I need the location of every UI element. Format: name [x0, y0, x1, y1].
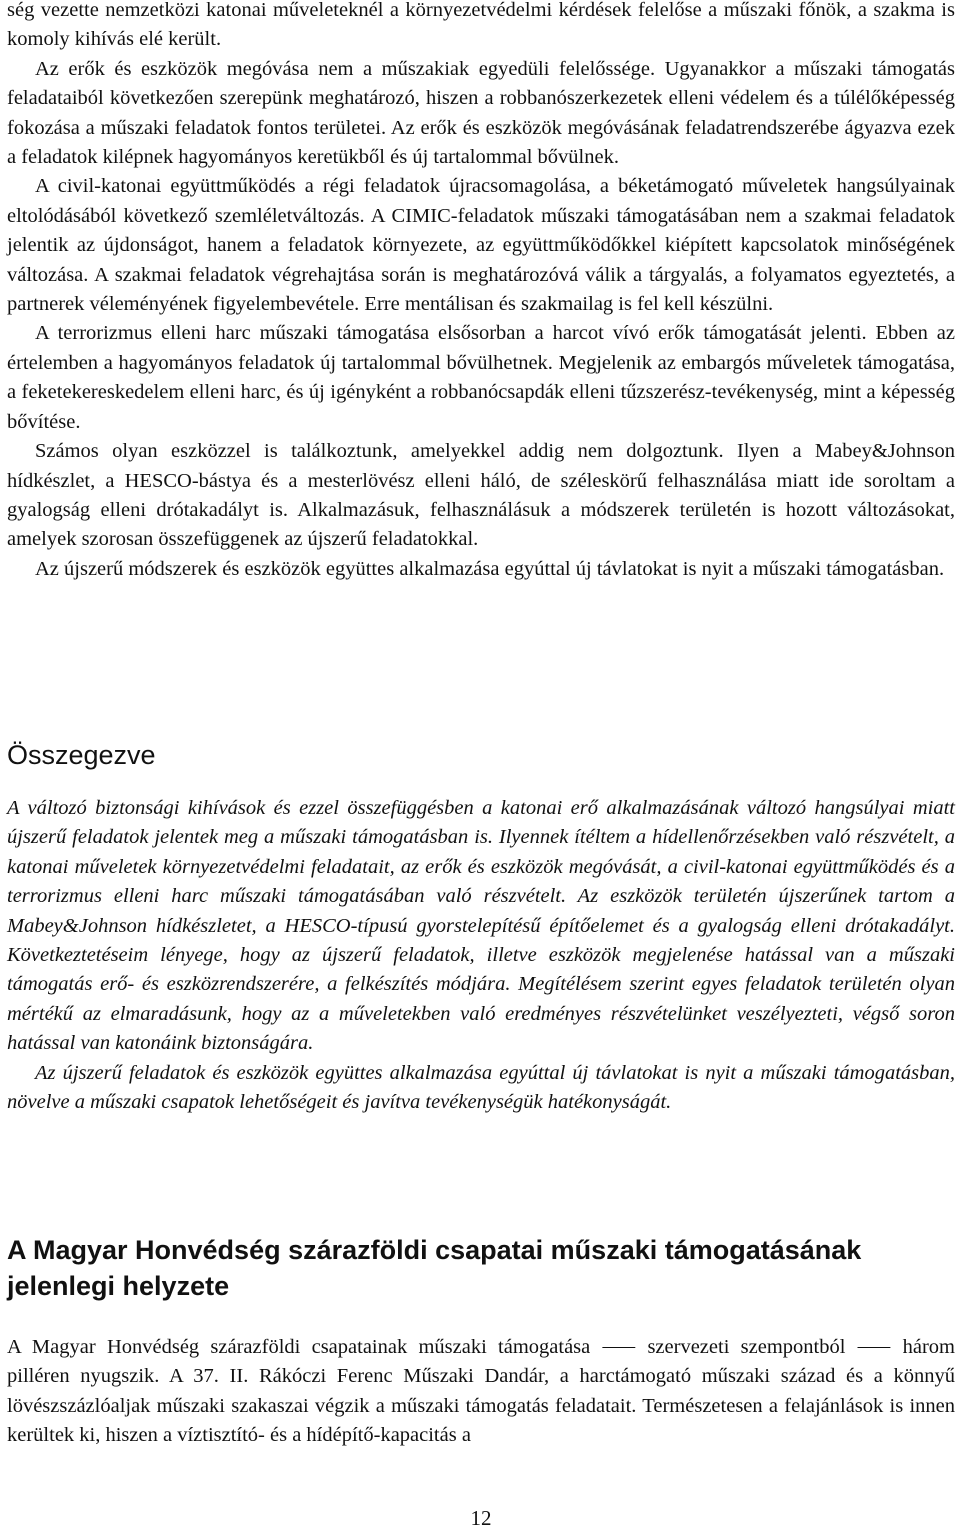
status-text: [7, 1333, 955, 1451]
section-title-current-status: A Magyar Honvédség szárazföldi csapatai műszaki támogatásának jelenlegi helyzete: [7, 1235, 862, 1301]
section-title-summary: Összegezve: [7, 740, 156, 770]
paragraph-force-protection: Az erők és eszközök megóvása nem a műszakiak egyedüli felelőssége. Ugyanakkor a műszaki támogatás feladataiból következően szerepünk meghatározó, hiszen a robbanószerkezetek elleni védelem és a túlélőképesség fokozása a műszaki feladatok fontos területei. Az erők és eszközök megóvásának feladatrendszerébe ágyazva ezek a feladatok kilépnek hagyományos keretükből és új tartalommal bővülnek.: [7, 57, 955, 169]
status-paragraph: A Magyar Honvédség szárazföldi csapatainak műszaki támogatása ⸺ szervezeti szempontból ⸺ három pilléren nyugszik. A 37. II. Rákóczi Ferenc Műszaki Dandár, a harctámogató műszaki század és a könnyű lövészszázlóaljak műszaki szakaszai végzik a műszaki támogatás feladatait. Természetesen a felajánlások is innen kerültek ki, hiszen a víztisztító- és a hídépítő-kapacitás a: [7, 1336, 955, 1447]
paragraph-continuation: ség vezette nemzetközi katonai műveleteknél a környezetvédelmi kérdések felelőse a műszaki főnök, a szakma is komoly kihívás elé került.: [7, 0, 955, 51]
page-number: 12: [470, 1506, 492, 1530]
paragraph-counter-terrorism: A terrorizmus elleni harc műszaki támogatása elsősorban a harcot vívó erők támogatását jelenti. Ebben az értelemben a hagyományos feladatok új tartalommal bővülhetnek. Megjelenik az embargós műveletek támogatása, a feketekereskedelem elleni harc, és új igényként a robbanócsapdák elleni tűzszerész-tevékenység, mint a képesség bővítése.: [7, 322, 955, 433]
paragraph-cimic: A civil-katonai együttműködés a régi feladatok újracsomagolása, a béketámogató műveletek hangsúlyainak eltolódásából következő szemléletváltozás. A CIMIC-feladatok műszaki támogatásában nem a szakmai feladatok jelentik az újdonságot, hanem a feladatok környezete, az együttműködőkkel kiépített kapcsolatok minőségének változása. A szakmai feladatok végrehajtása során is meghatározóvá válik a tárgyalás, a folyamatos egyeztetés, a partnerek véleményének figyelembevétele. Erre mentálisan és szakmailag is fel kell készülni.: [7, 175, 955, 316]
paragraph-new-equipment: Számos olyan eszközzel is találkoztunk, amelyekkel addig nem dolgoztunk. Ilyen a Mabey&Johnson hídkészlet, a HESCO-bástya és a mesterlövész elleni háló, de széleskörű felhasználása miatt ide soroltam a gyalogság elleni drótakadályt is. Alkalmazásuk, felhasználásuk a módszerek területén is hozott változásokat, amelyek szorosan összefüggenek az újszerű feladatokkal.: [7, 440, 955, 551]
summary-paragraph-main: A változó biztonsági kihívások és ezzel összefüggésben a katonai erő alkalmazásának változó hangsúlyai miatt újszerű feladatok jelentek meg a műszaki támogatásban is. Ilyennek ítéltem a hídellenőrzésekben való részvételt, a katonai műveletek környezetvédelmi feladatait, az erők és eszközök megóvását, a civil-katonai együttműködés és a terrorizmus elleni harc műszaki támogatásában való részvételt. Az eszközök területén újszerűnek tartom a Mabey&Johnson hídkészletet, a HESCO-típusú gyorstelepítésű építőelemet és a gyalogság elleni drótakadályt. Következtetéseim lényege, hogy az újszerű feladatok, illetve eszközök megjelenése hatással van a műszaki támogatás erő- és eszközrendszerére, a felkészítés módjára. Megítélésem szerint egyes feladatok területén olyan mértékű az elmaradásunk, hogy az a műveletekben való eredményes részvételünket veszélyezteti, végső soron hatással van katonáink biztonságára.: [7, 797, 955, 1055]
paragraph-new-methods: Az újszerű módszerek és eszközök együttes alkalmazása egyúttal új távlatokat is nyit a műszaki támogatásban.: [35, 557, 945, 580]
summary-text: [7, 794, 955, 1117]
summary-paragraph-conclusion: Az újszerű feladatok és eszközök együttes alkalmazása egyúttal új távlatokat is nyit a műszaki támogatásban, növelve a műszaki csapatok lehetőségeit és javítva tevékenységük hatékonyságát.: [7, 1061, 955, 1114]
body-text-top: [7, 0, 955, 584]
